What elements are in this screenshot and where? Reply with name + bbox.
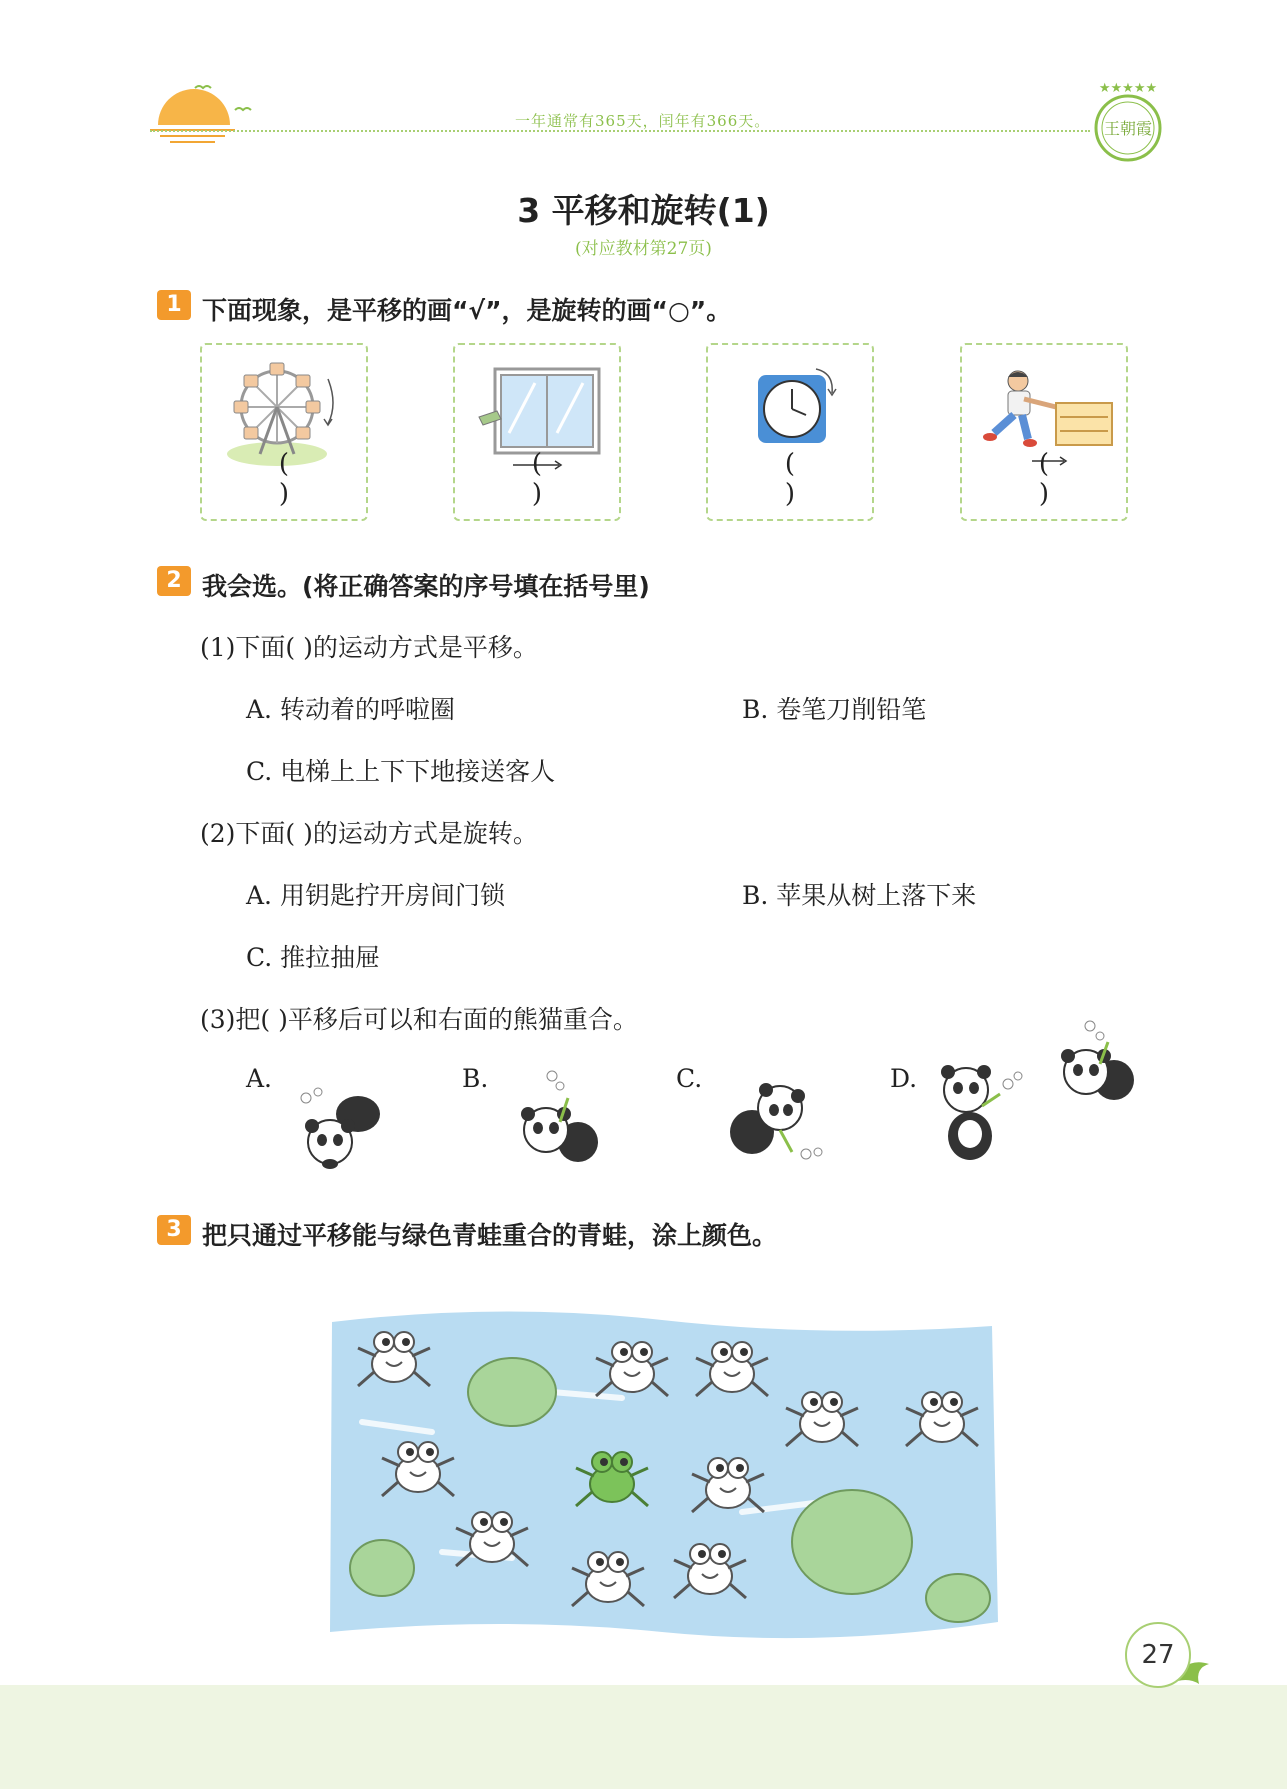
- q2-sub1-stem: (1)下面( )的运动方式是平移。: [200, 633, 538, 662]
- q1-item-clock: [706, 343, 874, 521]
- q1-answer-blank[interactable]: ( ): [278, 449, 326, 509]
- question-1-prompt: 下面现象，是平移的画“√”，是旋转的画“○”。: [202, 296, 732, 325]
- panda-reference-icon: [1052, 1018, 1142, 1118]
- footer-band: [0, 1685, 1287, 1789]
- page-subtitle: (对应教材第27页): [575, 239, 712, 259]
- q2-sub2-stem: (2)下面( )的运动方式是旋转。: [200, 819, 538, 848]
- q2-sub2-option-a[interactable]: A. 用钥匙拧开房间门锁: [246, 881, 505, 910]
- panda-option-c-icon: [722, 1068, 826, 1172]
- panda-option-a-icon: [296, 1082, 392, 1172]
- q1-item-ferris-wheel: [200, 343, 368, 521]
- q1-answer-blank[interactable]: ( ): [531, 449, 579, 509]
- header-divider: [150, 130, 1090, 132]
- brand-logo: [1088, 78, 1168, 164]
- question-3-badge: 3: [157, 1215, 191, 1245]
- q2-sub2-option-c[interactable]: C. 推拉抽屉: [246, 943, 381, 972]
- q2-sub3-option-d[interactable]: D.: [890, 1064, 918, 1093]
- question-2-badge: 2: [157, 566, 191, 596]
- q1-item-push-box: [960, 343, 1128, 521]
- q1-item-window: [453, 343, 621, 521]
- question-3-prompt: 把只通过平移能与绿色青蛙重合的青蛙，涂上颜色。: [202, 1221, 778, 1250]
- header-tagline: 一年通常有365天，闰年有366天。: [515, 112, 771, 130]
- q2-sub3-option-b[interactable]: B.: [462, 1064, 489, 1093]
- page-title: 3 平移和旋转(1): [517, 191, 770, 230]
- page-number: 27: [1125, 1622, 1191, 1688]
- question-1-badge: 1: [157, 290, 191, 320]
- q2-sub3-option-a[interactable]: A.: [246, 1064, 273, 1093]
- frog-pond-illustration: [322, 1302, 1002, 1648]
- q2-sub3-stem: (3)把( )平移后可以和右面的熊猫重合。: [200, 1005, 638, 1034]
- q2-sub1-option-c[interactable]: C. 电梯上上下下地接送客人: [246, 757, 556, 786]
- svg-text:王朝霞: 王朝霞: [1103, 119, 1153, 138]
- sunset-icon: [150, 80, 260, 150]
- q2-sub2-option-b[interactable]: B. 苹果从树上落下来: [742, 881, 977, 910]
- question-2-prompt: 我会选。(将正确答案的序号填在括号里): [202, 572, 650, 601]
- q2-sub3-option-c[interactable]: C.: [676, 1064, 703, 1093]
- svg-text:★★★★★: ★★★★★: [1098, 81, 1158, 96]
- panda-option-d-icon: [930, 1060, 1026, 1170]
- clock-icon: [748, 365, 848, 455]
- q2-sub1-option-b[interactable]: B. 卷笔刀削铅笔: [742, 695, 927, 724]
- q2-sub1-option-a[interactable]: A. 转动着的呼啦圈: [246, 695, 455, 724]
- q1-answer-blank[interactable]: ( ): [1038, 449, 1086, 509]
- panda-option-b-icon: [508, 1068, 604, 1172]
- q1-answer-blank[interactable]: ( ): [784, 449, 832, 509]
